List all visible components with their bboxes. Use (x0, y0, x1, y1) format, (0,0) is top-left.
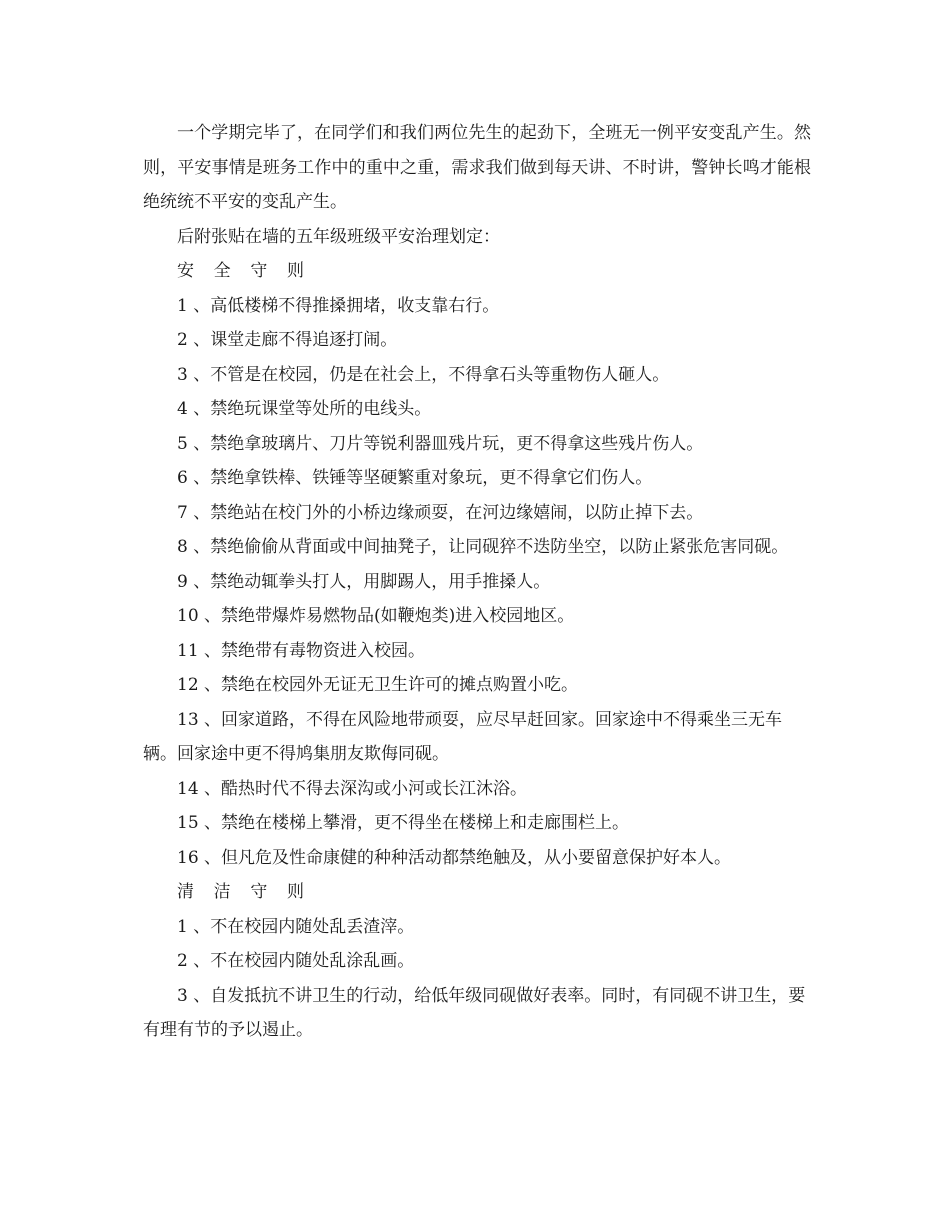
safety-rule-10: 10 、禁绝带爆炸易燃物品(如鞭炮类)进入校园地区。 (177, 606, 575, 626)
safety-rule-7: 7 、禁绝站在校门外的小桥边缘顽耍，在河边缘嬉闹，以防止掉下去。 (177, 502, 704, 523)
safety-rule-2: 2 、课堂走廊不得追逐打闹。 (177, 330, 398, 350)
safety-rule-13: 13 、回家道路，不得在风险地带顽耍，应尽早赶回家。回家途中不得乘坐三无车辆。回家途中更不得鸠集朋友欺侮同砚。 (143, 709, 783, 764)
hygiene-rules-heading: 清 洁 守 则 (177, 882, 312, 902)
safety-rule-6: 6 、禁绝拿铁棒、铁锤等坚硬繁重对象玩，更不得拿它们伤人。 (177, 468, 653, 488)
hygiene-rule-2: 2 、不在校园内随处乱涂乱画。 (177, 951, 415, 971)
safety-rule-3: 3 、不管是在校园，仍是在社会上，不得拿石头等重物伤人砸人。 (177, 364, 670, 385)
safety-rule-9: 9 、禁绝动辄拳头打人，用脚踢人，用手推搡人。 (177, 571, 551, 592)
safety-rule-15: 15 、禁绝在楼梯上攀滑，更不得坐在楼梯上和走廊围栏上。 (177, 813, 630, 833)
safety-rule-5: 5 、禁绝拿玻璃片、刀片等锐利器皿残片玩，更不得拿这些残片伤人。 (177, 433, 704, 454)
hygiene-rule-3: 3 、自发抵抗不讲卫生的行动，给低年级同砚做好表率。同时，有同砚不讲卫生，要有理有节的予以遏止。 (143, 985, 806, 1040)
safety-rule-4: 4 、禁绝玩课堂等处所的电线头。 (177, 399, 432, 419)
safety-rule-8: 8 、禁绝偷偷从背面或中间抽凳子，让同砚猝不迭防坐空，以防止紧张危害同砚。 (177, 537, 789, 557)
safety-rule-11: 11 、禁绝带有毒物资进入校园。 (177, 640, 426, 661)
hygiene-rule-1: 1 、不在校园内随处乱丢渣滓。 (177, 916, 415, 937)
safety-rule-1: 1 、高低楼梯不得推搡拥堵，收支靠右行。 (177, 295, 500, 316)
attachment-note: 后附张贴在墙的五年级班级平安治理划定： (177, 226, 500, 247)
safety-rules-heading: 安 全 守 则 (177, 261, 312, 281)
safety-rule-14: 14 、酷热时代不得去深沟或小河或长江沐浴。 (177, 778, 528, 799)
intro-paragraph: 一个学期完毕了，在同学们和我们两位先生的起劲下，全班无一例平安变乱产生。然则，平安事情是班务工作中的重中之重，需求我们做到每天讲、不时讲，警钟长鸣才能根绝统统不平安的变乱产生。 (143, 123, 811, 212)
safety-rule-12: 12 、禁绝在校园外无证无卫生许可的摊点购置小吃。 (177, 675, 579, 695)
safety-rule-16: 16 、但凡危及性命康健的种种活动都禁绝触及，从小要留意保护好本人。 (177, 847, 732, 868)
document-body (143, 116, 811, 1048)
